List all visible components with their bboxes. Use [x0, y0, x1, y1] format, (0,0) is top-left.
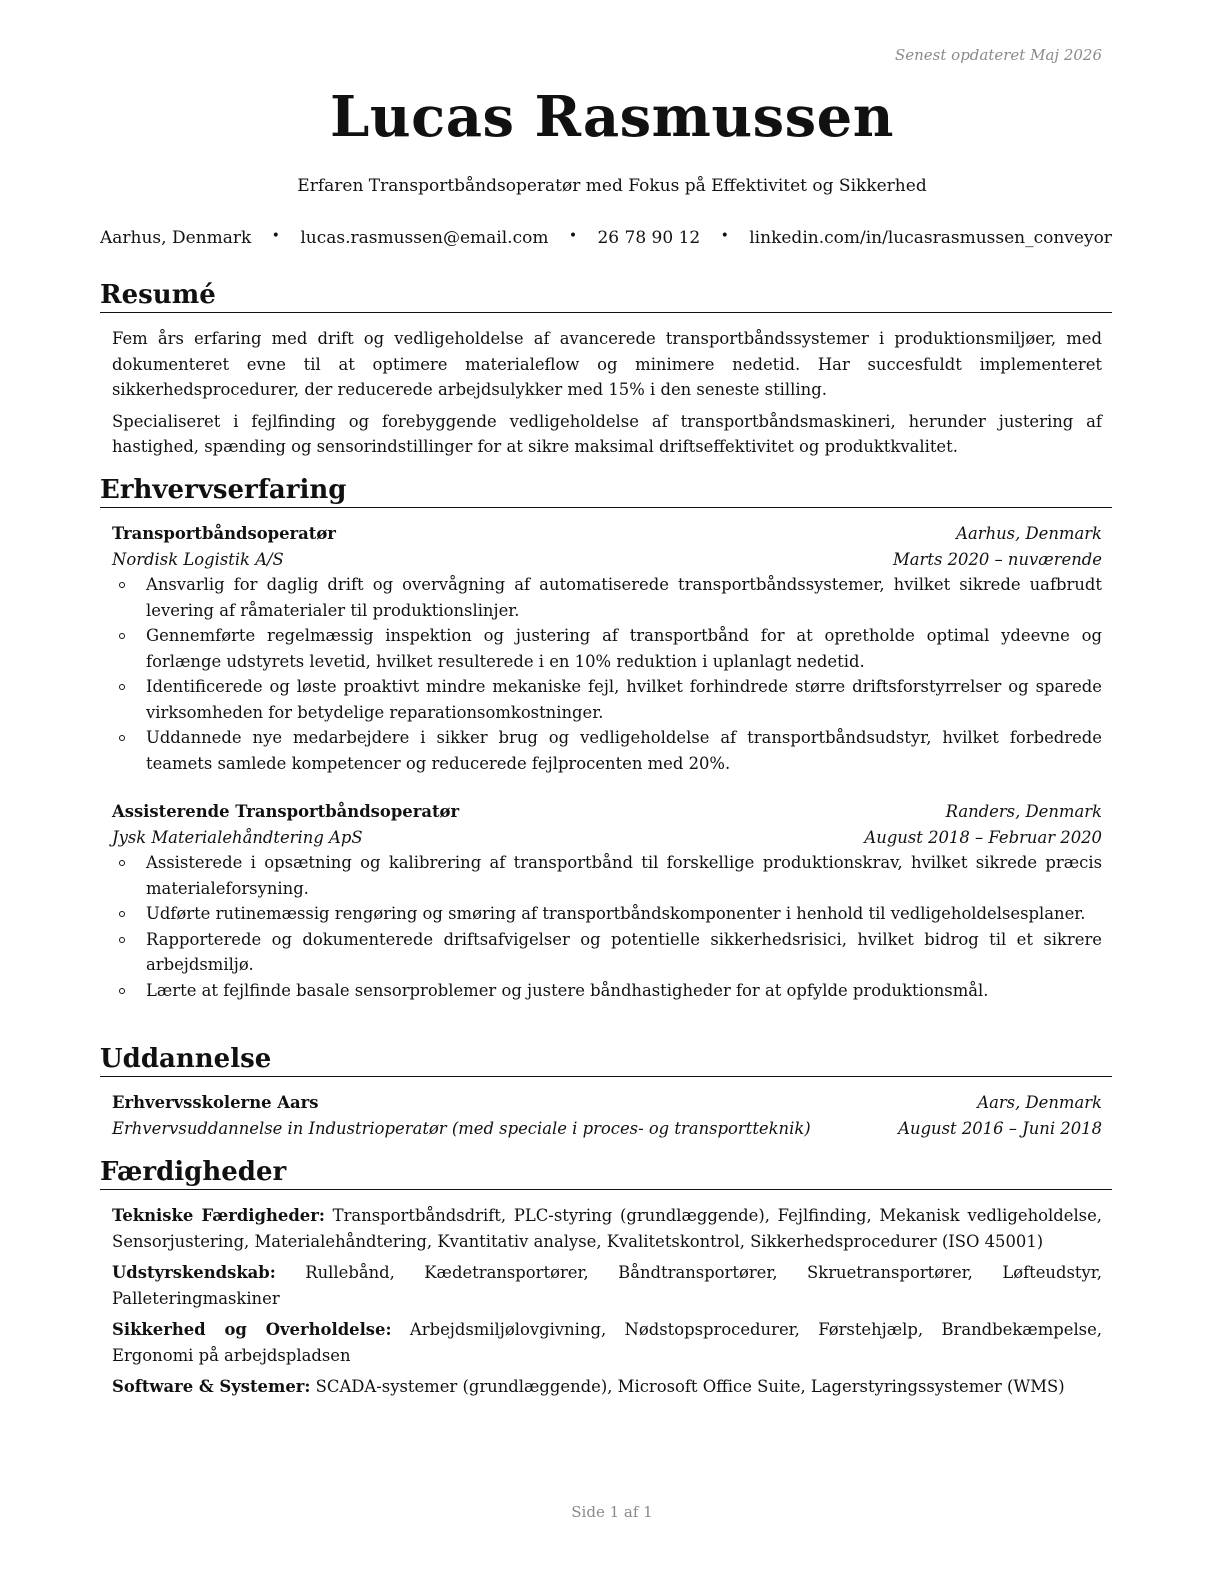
skills-block — [112, 1203, 1102, 1406]
job-company: Nordisk Logistik A/S — [112, 549, 284, 569]
job-dates: August 2018 – Februar 2020 — [864, 827, 1102, 847]
list-item: Udførte rutinemæssig rengøring og smøring af transportbåndskomponenter i henhold til vedligeholdelsesplaner. — [146, 901, 1102, 927]
job-bullets — [112, 850, 1102, 1003]
skill-text: SCADA-systemer (grundlæggende), Microsoft Office Suite, Lagerstyringssystemer (WMS) — [315, 1377, 1065, 1396]
skill-label: Software & Systemer: — [112, 1377, 311, 1396]
degree: Erhvervsuddannelse in Industrioperatør (med speciale i proces- og transportteknik) — [112, 1118, 811, 1138]
list-item: Gennemførte regelmæssig inspektion og justering af transportbånd for at opretholde optimal ydeevne og forlænge udstyrets levetid, hvilket resulterede i en 10% reduktion i uplanlagt nedetid. — [146, 623, 1102, 674]
separator-dot: • — [568, 228, 578, 244]
list-item: Assisterede i opsætning og kalibrering af transportbånd til forskellige produktionskrav, hvilket sikrede præcis materialeforsyning. — [146, 850, 1102, 901]
job-title: Transportbåndsoperatør — [112, 524, 336, 543]
separator-dot: • — [720, 228, 729, 244]
job-company: Jysk Materialehåndtering ApS — [112, 827, 363, 847]
skill-group — [112, 1317, 1102, 1368]
education-entry — [112, 1090, 1102, 1141]
skill-text: Arbejdsmiljølovgivning, Nødstopsprocedurer, Førstehjælp, Brandbekæmpelse, Ergonomi på arbejdspladsen — [112, 1320, 1103, 1365]
job-dates: Marts 2020 – nuværende — [893, 549, 1102, 569]
page-number: Side 1 af 1 — [571, 1503, 653, 1521]
summary-paragraph: Specialiseret i fejlfinding og forebyggende vedligeholdelse af transportbåndsmaskineri, herunder justering af hastighed, spænding og sensorindstillinger for at sikre maksimal driftseffektivitet og produktkvalitet. — [112, 411, 1102, 456]
last-updated: Senest opdateret Maj 2026 — [894, 46, 1102, 64]
list-item: Identificerede og løste proaktivt mindre mekaniske fejl, hvilket forhindrede større driftsforstyrrelser og sparede virksomheden for betydelige reparationsomkostninger. — [146, 674, 1102, 725]
contact-line — [100, 228, 1112, 248]
skill-group — [112, 1203, 1102, 1254]
section-title-summary: Resumé — [100, 278, 1112, 313]
job-location: Aarhus, Denmark — [956, 524, 1102, 543]
section-title-experience: Erhvervserfaring — [100, 473, 1112, 508]
list-item: Uddannede nye medarbejdere i sikker brug og vedligeholdelse af transportbåndsudstyr, hvilket forbedrede teamets samlede kompetencer og reducerede fejlprocenten med 20%. — [146, 725, 1102, 776]
job-bullets — [112, 572, 1102, 776]
skill-label: Tekniske Færdigheder: — [112, 1206, 325, 1225]
contact-location: Aarhus, Denmark — [100, 228, 252, 248]
summary-block — [112, 326, 1102, 466]
tagline: Erfaren Transportbåndsoperatør med Fokus på Effektivitet og Sikkerhed — [297, 176, 927, 196]
job-entry — [112, 521, 1102, 776]
education-dates: August 2016 – Juni 2018 — [898, 1118, 1102, 1138]
skill-text: Rullebånd, Kædetransportører, Båndtransportører, Skruetransportører, Løfteudstyr, Palleteringmaskiner — [112, 1263, 1102, 1308]
section-title-education: Uddannelse — [100, 1042, 1112, 1077]
skill-label: Sikkerhed og Overholdelse: — [112, 1320, 392, 1339]
skill-label: Udstyrskendskab: — [112, 1263, 276, 1282]
school-name: Erhvervsskolerne Aars — [112, 1093, 319, 1112]
job-title: Assisterende Transportbåndsoperatør — [112, 802, 460, 821]
skill-group — [112, 1260, 1102, 1311]
list-item: Ansvarlig for daglig drift og overvågning af automatiserede transportbåndssystemer, hvilket sikrede uafbrudt levering af råmaterialer til produktionslinjer. — [146, 572, 1102, 623]
skill-text: Transportbåndsdrift, PLC-styring (grundlæggende), Fejlfinding, Mekanisk vedligeholdelse, Sensorjustering, Materialehåndtering, Kvantitativ analyse, Kvalitetskontrol, Sikkerhedsprocedurer (ISO 45001) — [112, 1206, 1103, 1251]
separator-dot: • — [271, 228, 280, 244]
list-item: Lærte at fejlfinde basale sensorproblemer og justere båndhastigheder for at opfylde produktionsmål. — [146, 978, 1102, 1004]
job-location: Randers, Denmark — [945, 802, 1102, 821]
contact-linkedin[interactable]: linkedin.com/in/lucasrasmussen_conveyor — [749, 228, 1112, 248]
contact-email[interactable]: lucas.rasmussen@email.com — [300, 228, 549, 248]
candidate-name: Lucas Rasmussen — [330, 84, 894, 150]
section-title-skills: Færdigheder — [100, 1155, 1112, 1190]
skill-group — [112, 1374, 1102, 1400]
school-location: Aars, Denmark — [977, 1093, 1102, 1112]
job-entry — [112, 799, 1102, 1003]
contact-phone: 26 78 90 12 — [597, 228, 701, 248]
list-item: Rapporterede og dokumenterede driftsafvigelser og potentielle sikkerhedsrisici, hvilket bidrog til et sikrere arbejdsmiljø. — [146, 927, 1102, 978]
summary-paragraph: Fem års erfaring med drift og vedligeholdelse af avancerede transportbåndssystemer i produktionsmiljøer, med dokumenteret evne til at optimere materialeflow og minimere nedetid. Har succesfuldt implementeret sikkerhedsprocedurer, der reducerede arbejdsulykker med 15% i den seneste stilling. — [112, 329, 1102, 399]
